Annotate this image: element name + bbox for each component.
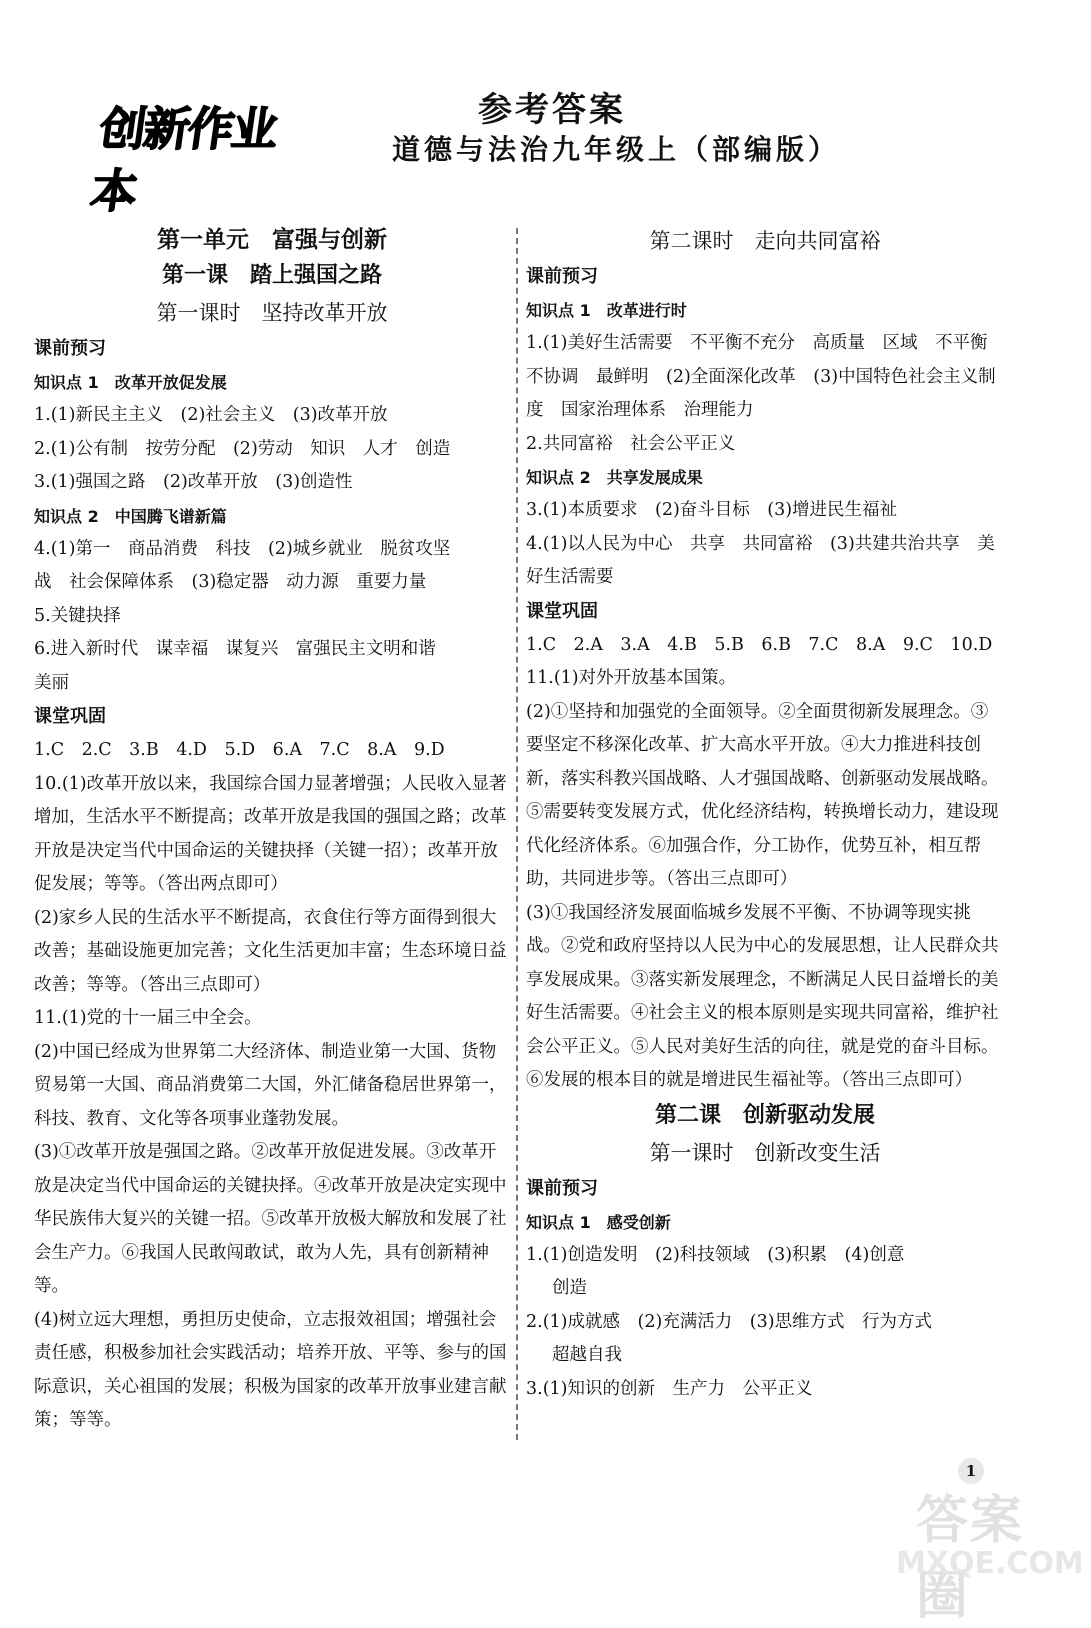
answer-paragraph: (4)树立远大理想，勇担历史使命，立志报效祖国；增强社会责任感，积极参加社会实践活动；培养开放、平等、参与的国际意识，关心祖国的发展；积极为国家的改革开放事业建言献策；等等。 [34, 1309, 507, 1430]
multiple-choice-answers: 1.C 2.A 3.A 4.B 5.B 6.B 7.C 8.A 9.C 10.D [526, 634, 993, 655]
period-heading: 第一课时 创新改变生活 [649, 1140, 881, 1165]
answer-paragraph: 1.(1)美好生活需要 不平衡不充分 高质量 区域 不平衡不协调 最鲜明 (2)全面深化改革 (3)中国特色社会主义制度 国家治理体系 治理能力 [526, 333, 996, 420]
answer-paragraph: (2)①坚持和加强党的全面领导。②全面贯彻新发展理念。③要坚定不移深化改革、扩大高水平开放。④大力推进科技创新，落实科教兴国战略、人才强国战略、创新驱动发展战略。⑤需要转变发展方式，优化经济结构，转换增长动力，建设现代化经济体系。⑥加强合作，分工协作，优势互补，相互帮助，共同进步等。（答出三点即可） [526, 701, 999, 889]
knowledge-point-heading: 知识点 1 感受创新 [526, 1212, 671, 1232]
watermark [896, 1478, 1084, 1626]
lesson-heading: 第一课 踏上强国之路 [161, 263, 382, 288]
answer-line: 1.(1)新民主主义 (2)社会主义 (3)改革开放 [34, 405, 388, 425]
answer-line: 6.进入新时代 谋幸福 谋复兴 富强民主文明和谐 [34, 639, 436, 659]
answer-line: 创造 [552, 1278, 587, 1298]
section-heading: 课前预习 [526, 266, 598, 287]
watermark-logo: 答案圈 [916, 1491, 1025, 1626]
section-heading: 课前预习 [526, 1177, 598, 1199]
answer-line: 3.(1)本质要求 (2)奋斗目标 (3)增进民生福祉 [526, 500, 898, 520]
knowledge-point-heading: 知识点 1 改革开放促发展 [34, 373, 227, 392]
answer-paragraph: 10.(1)改革开放以来，我国综合国力显著增强；人民收入显著增加，生活水平不断提高；改革开放是我国的强国之路；改革开放是决定当代中国命运的关键抉择（关键一招）；改革开放促发展；等等。（答出两点即可） [34, 773, 507, 894]
answer-line: 3.(1)强国之路 (2)改革开放 (3)创造性 [34, 472, 353, 492]
answer-line: 2.(1)成就感 (2)充满活力 (3)思维方式 行为方式 [526, 1311, 933, 1332]
unit-heading: 第一单元 富强与创新 [157, 227, 387, 253]
answer-line: 1.(1)创造发明 (2)科技领域 (3)积累 (4)创意 [526, 1244, 905, 1265]
knowledge-point-heading: 知识点 2 共享发展成果 [526, 468, 703, 487]
page-number: 1 [958, 1458, 984, 1484]
left-column [34, 222, 510, 1438]
answer-line: 超越自我 [552, 1345, 622, 1365]
answer-paragraph: (2)家乡人民的生活水平不断提高，衣食住行等方面得到很大改善；基础设施更加完善；文化生活更加丰富；生态环境日益改善；等等。（答出三点即可） [34, 907, 507, 995]
answer-paragraph: 4.(1)以人民为中心 共享 共同富裕 (3)共建共治共享 美好生活需要 [526, 533, 995, 587]
answer-paragraph: 11.(1)党的十一届三中全会。 [34, 1008, 262, 1028]
section-heading: 课堂巩固 [34, 706, 106, 727]
knowledge-point-heading: 知识点 1 改革进行时 [526, 301, 687, 320]
answer-line: 4.(1)第一 商品消费 科技 (2)城乡就业 脱贫攻坚 [34, 538, 451, 559]
answer-line: 5.关键抉择 [34, 605, 121, 626]
answer-paragraph: 11.(1)对外开放基本国策。 [526, 668, 737, 688]
answer-line: 2.共同富裕 社会公平正义 [526, 433, 736, 454]
answer-paragraph: (3)①改革开放是强国之路。②改革开放促进发展。③改革开放是决定当代中国命运的关键抉择。④改革开放是决定实现中华民族伟大复兴的关键一招。⑤改革开放极大解放和发展了社会生产力。⑥我国人民敢闯敢试，敢为人先，具有创新精神等。 [34, 1142, 507, 1296]
multiple-choice-answers: 1.C 2.C 3.B 4.D 5.D 6.A 7.C 8.A 9.D [34, 740, 445, 760]
column-divider [516, 228, 518, 1440]
answer-paragraph: (2)中国已经成为世界第二大经济体、制造业第一大国、货物贸易第一大国、商品消费第二大国，外汇储备稳居世界第一，科技、教育、文化等各项事业蓬勃发展。 [34, 1041, 507, 1129]
section-heading: 课堂巩固 [526, 600, 598, 622]
lesson-heading: 第二课 创新驱动发展 [654, 1102, 875, 1128]
right-column [526, 222, 1004, 1406]
page-subtitle: 道德与法治九年级上（部编版） [392, 133, 841, 166]
section-heading: 课前预习 [34, 338, 106, 359]
answer-line: 美丽 [34, 672, 69, 693]
answer-paragraph: (3)①我国经济发展面临城乡发展不平衡、不协调等现实挑战。②党和政府坚持以人民为中心的发展思想，让人民群众共享发展成果。③落实新发展理念，不断满足人民日益增长的美好生活需要。④社会主义的根本原则是实现共同富裕，维护社会公平正义。⑤人民对美好生活的向往，就是党的奋斗目标。⑥发展的根本目的就是增进民生福祉等。（答出三点即可） [526, 902, 999, 1090]
answer-line: 战 社会保障体系 (3)稳定器 动力源 重要力量 [34, 572, 427, 592]
answer-line: 2.(1)公有制 按劳分配 (2)劳动 知识 人才 创造 [34, 438, 451, 459]
page-title: 参考答案 [478, 90, 626, 130]
answer-line: 3.(1)知识的创新 生产力 公平正义 [526, 1378, 813, 1399]
watermark-url: MXQE.COM [896, 1546, 1084, 1581]
period-heading: 第一课时 坚持改革开放 [156, 301, 388, 325]
period-heading: 第二课时 走向共同富裕 [649, 229, 881, 253]
knowledge-point-heading: 知识点 2 中国腾飞谱新篇 [34, 506, 227, 526]
brand-logo: 创新作业本 [87, 102, 280, 218]
